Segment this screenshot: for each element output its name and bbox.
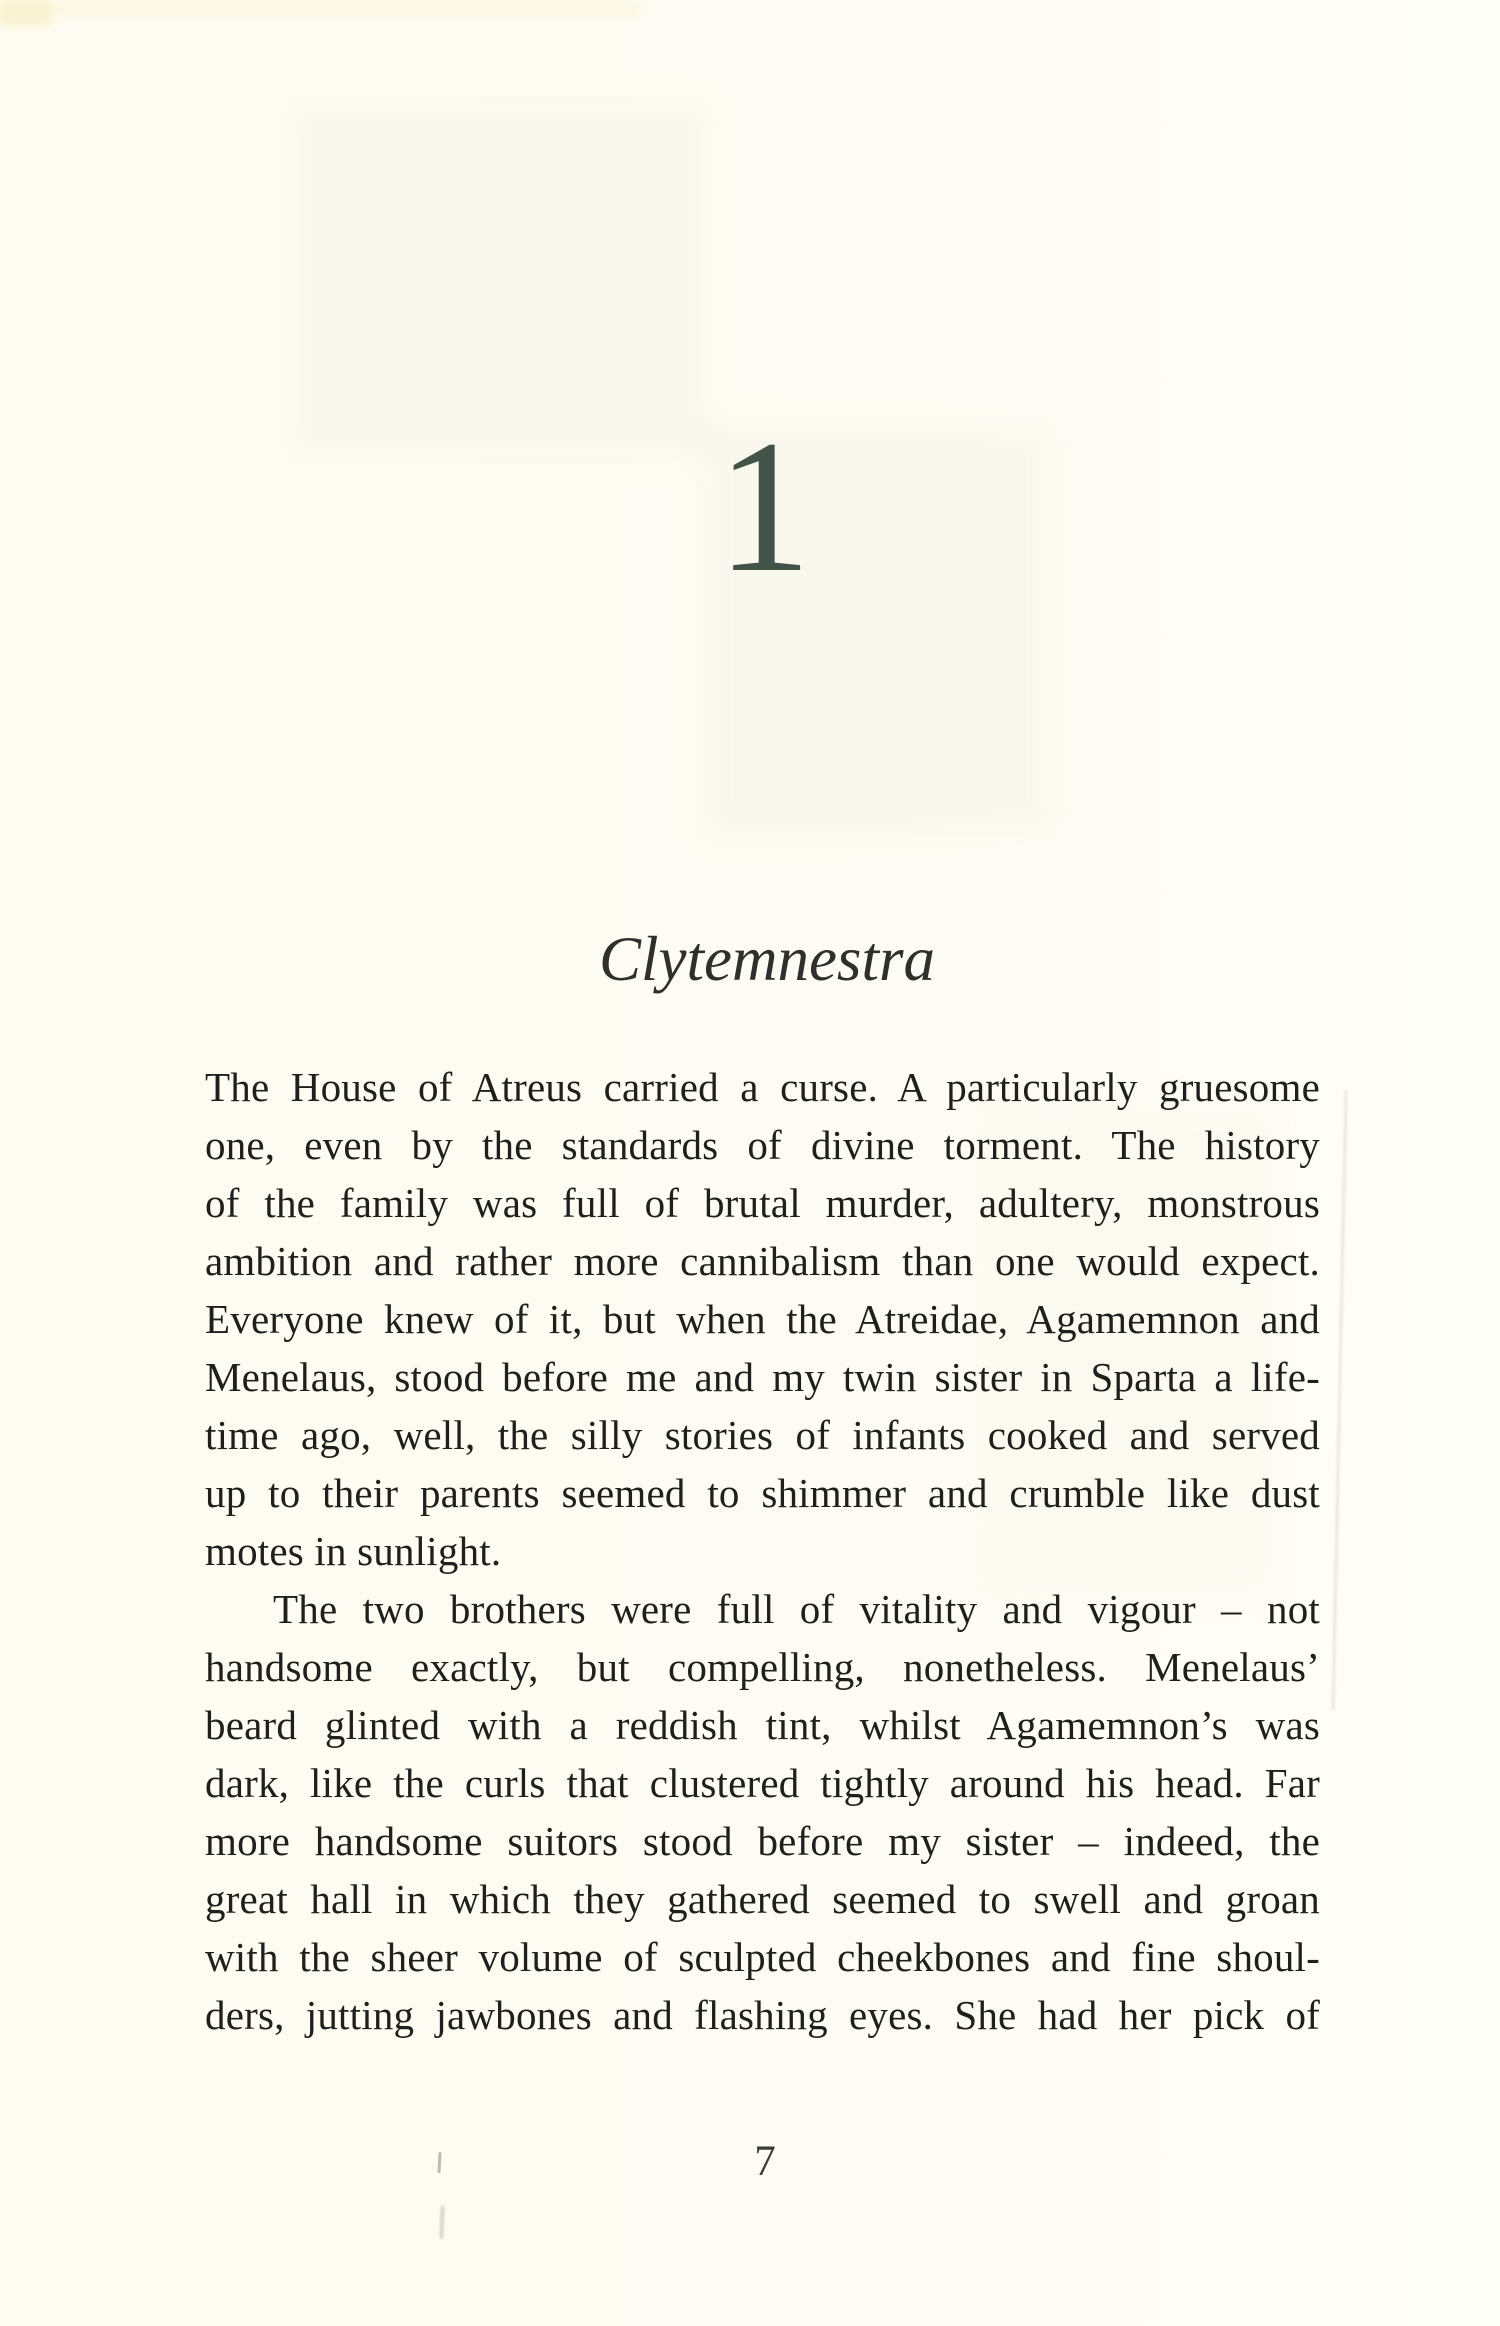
body-text-line: up to their parents seemed to shimmer and crumble like dust <box>205 1470 1320 1516</box>
body-text-line: dark, like the curls that clustered tightly around his head. Far <box>205 1760 1320 1806</box>
body-text-line: The House of Atreus carried a curse. A particularly gruesome <box>205 1064 1320 1110</box>
scan-showthrough <box>290 100 710 460</box>
body-text-line: ambition and rather more cannibalism than one would expect. <box>205 1238 1320 1284</box>
body-text-line: ders, jutting jawbones and flashing eyes. She had her pick of <box>205 1992 1320 2038</box>
chapter-title: Clytemnestra <box>599 924 935 994</box>
scan-corner-tint <box>0 0 52 26</box>
body-text-block <box>205 1058 1320 2044</box>
body-text-line: The two brothers were full of vitality and vigour – not <box>273 1586 1320 1632</box>
body-text-line: beard glinted with a reddish tint, whilst Agamemnon’s was <box>205 1702 1320 1748</box>
body-text-line: Menelaus, stood before me and my twin sister in Sparta a life- <box>205 1354 1320 1400</box>
body-text-line: handsome exactly, but compelling, nonetheless. Menelaus’ <box>205 1644 1320 1690</box>
chapter-number: 1 <box>716 402 812 612</box>
body-text-line: one, even by the standards of divine torment. The history <box>205 1122 1320 1168</box>
body-text-line: more handsome suitors stood before my sister – indeed, the <box>205 1818 1320 1864</box>
scan-edge-tint <box>0 0 640 18</box>
scan-crease <box>1332 1090 1348 1710</box>
scan-artifact-mark <box>439 2206 444 2239</box>
body-text-line: with the sheer volume of sculpted cheekbones and fine shoul- <box>205 1934 1320 1980</box>
body-text-line: great hall in which they gathered seemed to swell and groan <box>205 1876 1320 1922</box>
paragraph-1 <box>205 1058 1320 1580</box>
body-text-line: time ago, well, the silly stories of infants cooked and served <box>205 1412 1320 1458</box>
body-text-line: Everyone knew of it, but when the Atreidae, Agamemnon and <box>205 1296 1320 1342</box>
paragraph-2 <box>205 1580 1320 2044</box>
page-number: 7 <box>754 2138 776 2185</box>
body-text-line: of the family was full of brutal murder, adultery, monstrous <box>205 1180 1320 1226</box>
body-text-line: motes in sunlight. <box>205 1528 502 1574</box>
